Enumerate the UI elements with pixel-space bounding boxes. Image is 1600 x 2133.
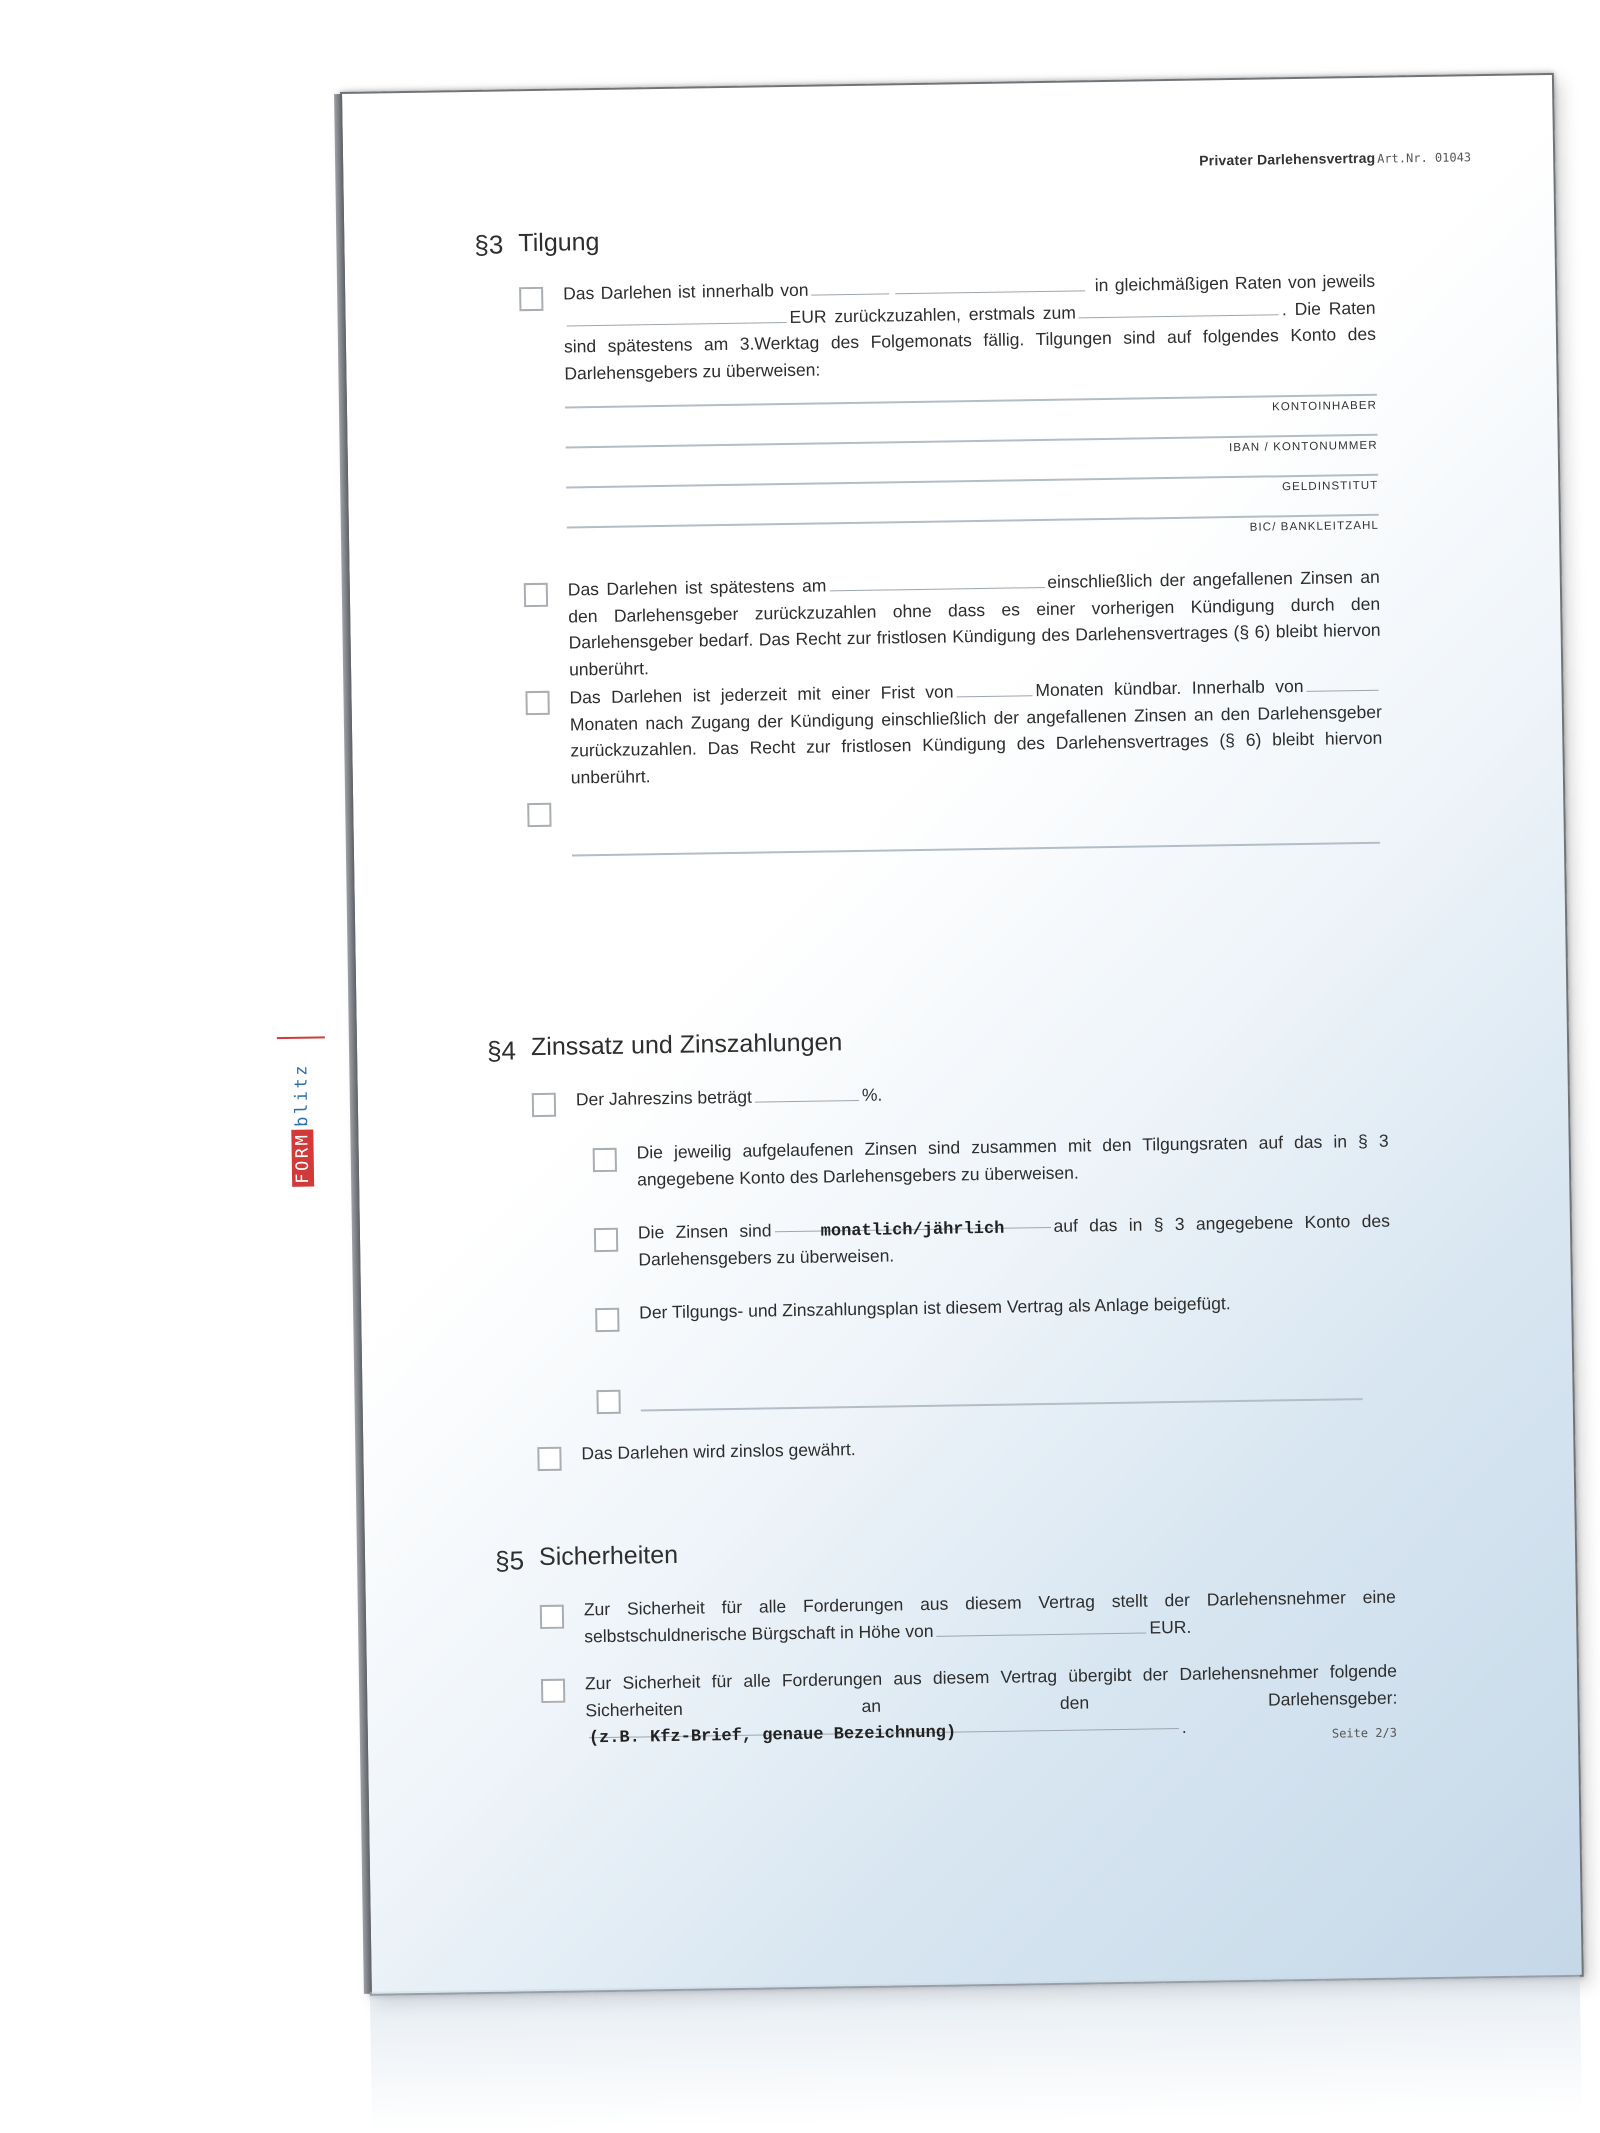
zinsen-periodisch-text: Die Zinsen sind monatlich/jährlich auf das in § 3 angegebene Konto des Darlehensgebers zu überweisen.	[637, 1210, 1391, 1269]
brand-logo: FORMblitz	[291, 1060, 313, 1187]
checkbox-zinsen-mit-tilgung[interactable]	[593, 1148, 617, 1172]
blank-guarantee-amount[interactable]	[936, 1618, 1146, 1636]
document-page	[291, 73, 1580, 1992]
checkbox-tilgung-raten[interactable]	[519, 287, 543, 311]
page-reflection	[370, 1973, 1582, 2132]
zinslos-text: Das Darlehen wird zinslos gewährt.	[581, 1439, 856, 1464]
blank-duration-unit[interactable]	[895, 276, 1085, 294]
kuendigung-text: Das Darlehen ist jederzeit mit einer Frist von Monaten kündbar. Innerhalb vonMonaten nach Zugang der Kündigung einschließlich der angefallenen Zinsen an den Darlehensgeber zurückzuzahlen. Das Recht zur fristlosen Kündigung des Darlehensvertrages (§ 6) bleibt hiervon unberührt.	[569, 675, 1383, 787]
field-payment-interval[interactable]: monatlich/jährlich	[774, 1213, 1050, 1232]
label-bic: BIC/ BANKLEITZAHL	[1249, 519, 1380, 534]
label-iban: IBAN / KONTONUMMER	[1228, 439, 1378, 455]
zinsen-mit-tilgung-text: Die jeweilig aufgelaufenen Zinsen sind zusammen mit den Tilgungsraten auf das in § 3 angegebene Konto des Darlehensgebers zu überweisen.	[636, 1130, 1389, 1189]
blank-duration[interactable]	[811, 279, 889, 295]
checkbox-sicherheiten[interactable]	[541, 1679, 565, 1703]
blank-interest-rate[interactable]	[755, 1086, 859, 1103]
article-number: Art.Nr. 01043	[1377, 150, 1472, 166]
zahlungsplan-text: Der Tilgungs- und Zinszahlungsplan ist diesem Vertrag als Anlage beigefügt.	[639, 1293, 1231, 1323]
section-3-title: Tilgung	[518, 227, 600, 258]
tilgung-raten-text: Das Darlehen ist innerhalb von in gleichmäßigen Raten von jeweils EUR zurückzuzahlen, erstmals zum . Die Raten sind spätestens am 3.Werktag des Folgemonats fällig. Tilgungen sind auf folgendes Konto des Darlehensgebers zu überweisen:	[563, 270, 1377, 384]
document-title: Privater Darlehensvertrag	[1199, 149, 1376, 169]
brand-rule	[277, 1036, 325, 1039]
checkbox-rueckzahlung-datum[interactable]	[524, 583, 548, 607]
checkbox-jahreszins[interactable]	[532, 1093, 556, 1117]
blank-first-date[interactable]	[1079, 300, 1279, 318]
checkbox-buergschaft[interactable]	[540, 1605, 564, 1629]
field-collateral[interactable]: (z.B. Kfz-Brief, genaue Bezeichnung)	[589, 1714, 1179, 1738]
sicherheiten-text: Zur Sicherheit für alle Forderungen aus diesem Vertrag übergibt der Darlehensnehmer folgende Sicherheiten an den Darlehensgeber:(z.B. Kfz-Brief, genaue Bezeichnung) .	[584, 1660, 1398, 1749]
checkbox-zinslos[interactable]	[537, 1447, 561, 1471]
blank-repay-months[interactable]	[1306, 676, 1378, 692]
section-3-number: §3	[474, 229, 504, 260]
blank-repayment-date[interactable]	[829, 573, 1044, 591]
jahreszins-text: Der Jahreszins beträgt %.	[575, 1084, 883, 1110]
checkbox-kuendigung[interactable]	[525, 691, 549, 715]
label-geldinstitut: GELDINSTITUT	[1281, 479, 1379, 494]
checkbox-tilgung-sonstiges[interactable]	[527, 803, 551, 827]
section-4-title: Zinssatz und Zinszahlungen	[530, 1028, 843, 1062]
label-kontoinhaber: KONTOINHABER	[1271, 399, 1378, 414]
checkbox-zahlungsplan[interactable]	[595, 1308, 619, 1332]
blank-rate-amount[interactable]	[566, 308, 786, 326]
checkbox-zinsen-periodisch[interactable]	[594, 1228, 618, 1252]
page-number: Seite 2/3	[1331, 1725, 1398, 1741]
buergschaft-text: Zur Sicherheit für alle Forderungen aus diesem Vertrag stellt der Darlehensnehmer eine selbstschuldnerische Bürgschaft in Höhe von EUR.	[583, 1586, 1396, 1646]
rueckzahlung-datum-text: Das Darlehen ist spätestens am einschließlich der angefallenen Zinsen an den Darlehensgeber zurückzuzahlen ohne dass es einer vorherigen Kündigung durch den Darlehensgeber bedarf. Das Recht zur fristlosen Kündigung des Darlehensvertrages (§ 6) bleibt hiervon unberührt.	[567, 566, 1381, 679]
blank-notice-months[interactable]	[956, 681, 1032, 697]
checkbox-zinsen-sonstiges[interactable]	[596, 1390, 620, 1414]
section-5-title: Sicherheiten	[538, 1540, 679, 1572]
section-5-number: §5	[494, 1545, 525, 1576]
section-4-number: §4	[486, 1035, 517, 1066]
